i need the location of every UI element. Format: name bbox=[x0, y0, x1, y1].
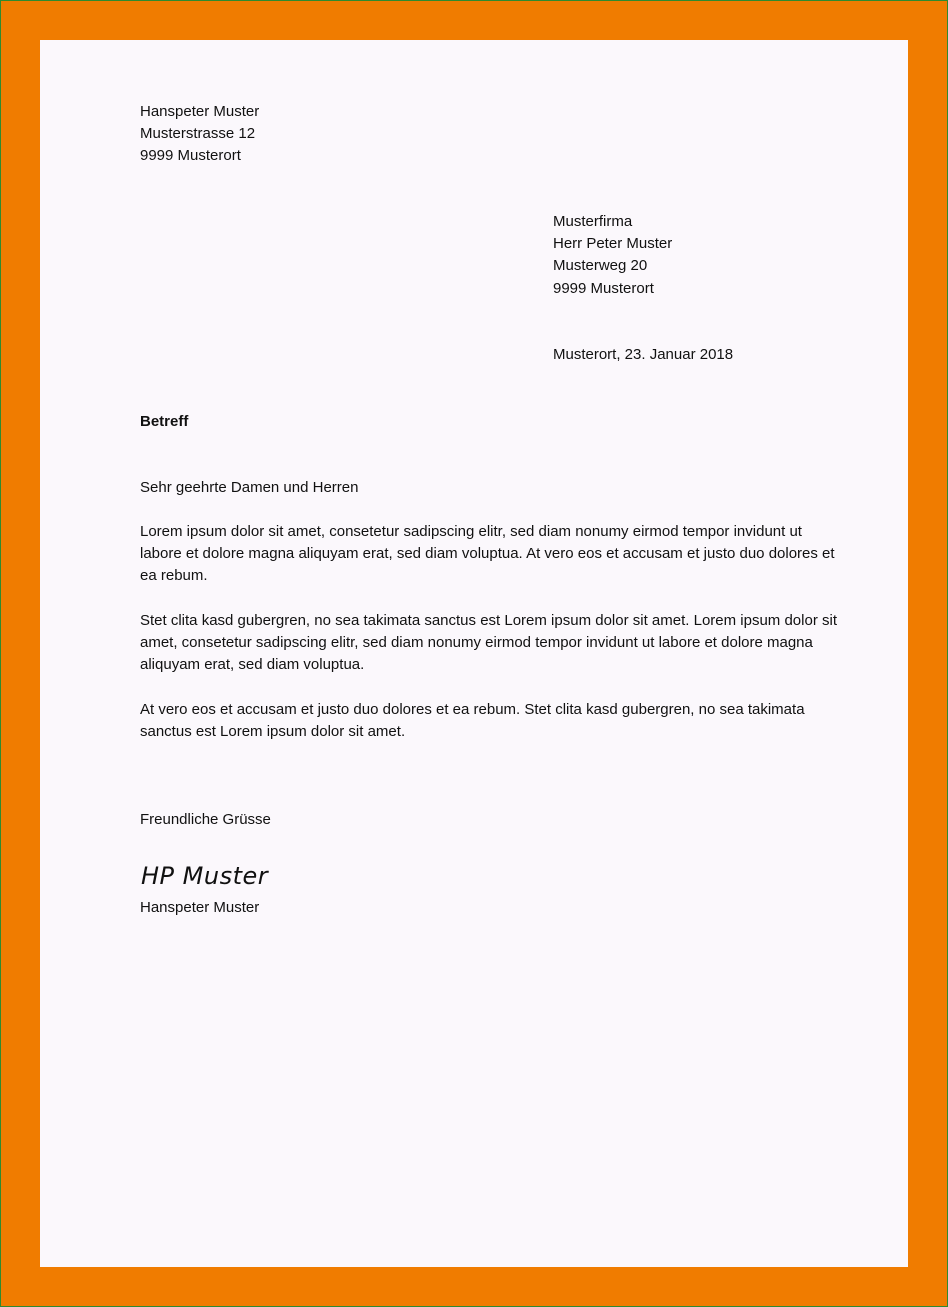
handwritten-signature bbox=[140, 858, 340, 894]
body-paragraph-1: Lorem ipsum dolor sit amet, consetetur sadipscing elitr, sed diam nonumy eirmod tempor invidunt ut labore et dolore magna aliquyam erat, sed diam voluptua. At vero eos et accusam et justo duo dolores et ea rebum. bbox=[140, 523, 835, 584]
signature-text: HP Muster bbox=[141, 862, 269, 890]
recipient-street: Musterweg 20 bbox=[553, 257, 648, 274]
sender-name: Hanspeter Muster bbox=[140, 103, 260, 120]
body-paragraph-2: Stet clita kasd gubergren, no sea takimata sanctus est Lorem ipsum dolor sit amet. Lorem ipsum dolor sit amet, consetetur sadipscing elitr, sed diam nonumy eirmod tempor invidunt ut labore et dolore magna aliquyam erat, sed diam voluptua. bbox=[140, 612, 837, 673]
sender-city: 9999 Musterort bbox=[140, 147, 241, 164]
letter-page bbox=[40, 40, 908, 1267]
recipient-person: Herr Peter Muster bbox=[553, 235, 673, 252]
closing: Freundliche Grüsse bbox=[140, 811, 271, 828]
salutation: Sehr geehrte Damen und Herren bbox=[140, 479, 359, 496]
body-paragraph-3: At vero eos et accusam et justo duo dolores et ea rebum. Stet clita kasd gubergren, no sea takimata sanctus est Lorem ipsum dolor sit amet. bbox=[140, 701, 805, 740]
recipient-city: 9999 Musterort bbox=[553, 280, 654, 297]
recipient-company: Musterfirma bbox=[553, 213, 633, 230]
date-line: Musterort, 23. Januar 2018 bbox=[553, 346, 734, 363]
sender-street: Musterstrasse 12 bbox=[140, 125, 256, 142]
signer-name: Hanspeter Muster bbox=[140, 899, 260, 916]
subject-line: Betreff bbox=[140, 413, 189, 430]
